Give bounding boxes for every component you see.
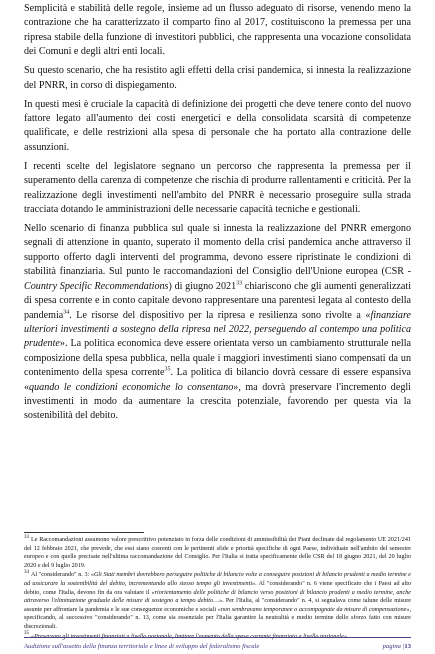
footnotes bbox=[24, 536, 411, 642]
footnote-number: 33 bbox=[24, 534, 29, 540]
text-run: ) di giugno 2021 bbox=[168, 280, 237, 292]
body-text bbox=[24, 2, 411, 428]
footnote bbox=[24, 571, 411, 631]
text-run-italic: quando le condizioni economiche lo consentano bbox=[29, 381, 234, 393]
footnote-text-italic: «Preservare gli investimenti finanziati a livello nazionale, limitare l'aumento della spesa corrente finanziata a livello nazionale». bbox=[31, 633, 349, 640]
text-run: Nello scenario di finanza pubblica sul quale si innesta la realizzazione del PNRR emergono segnali di attenzione in quanto, superato il momento della crisi pandemica anche attraverso il supporto offerto dagli interventi del programma, devono essere ripristinate le condizioni di stabilità finanziaria. Sul punto le raccomandazioni del Consiglio dell'Unione europea (CSR - bbox=[24, 223, 411, 278]
footnote-ref[interactable]: 33 bbox=[236, 280, 243, 287]
footnote-text: …». Per l'Italia, al "considerando" n. 4, si segnalava come talune delle misure assunte per affrontare la pandemia e le sue conseguenze economiche e sociali « bbox=[24, 598, 411, 613]
footnote-number: 34 bbox=[24, 570, 29, 576]
footnote-ref[interactable]: 34 bbox=[63, 309, 70, 316]
text-run: . La politica di bilancio dovrà cessare di essere espansiva « bbox=[24, 367, 411, 393]
footer-separator bbox=[24, 637, 411, 638]
footnote-number: 35 bbox=[24, 631, 29, 637]
footnote-text: Al "considerando" n. 3: « bbox=[31, 572, 94, 579]
page-number: 13 bbox=[404, 642, 411, 650]
text-run: ». La politica economica deve essere orientata verso un cambiamento strutturale nella composizione della spesa pubblica, nella quale i maggiori investimenti siano compensati da un contenimento della spesa corrente bbox=[24, 338, 411, 379]
footnote-separator bbox=[24, 532, 144, 533]
footnote-text: Le Raccomandazioni assumono valore prescrittivo potenziato in forza delle condizioni di ammissibilità dei Piani declinate dal regolamento UE 2021/241 del 12 febbraio 2021, che prevede, che essi siano coerenti con le pertinenti sfide e priorità specifiche di ogni Paese, individuate nell'ambito del semestre europeo e con quelle precisate nell'ultima raccomandazione del Consiglio. Per l'Italia si tratta specificamente delle CSR del 18 giugno 2021, del 20 luglio 2020 e del 9 luglio 2019. bbox=[24, 537, 411, 569]
text-run: », ma dovrà preservare l'incremento degli investimenti in modo da aumentare la crescita potenziale, favorendo per questa via la sostenibilità del debito. bbox=[24, 381, 411, 422]
page-number-block bbox=[383, 643, 411, 650]
text-run: . Le risorse del dispositivo per la ripresa e resilienza sono rivolte a « bbox=[69, 309, 371, 321]
footnote-ref[interactable]: 35 bbox=[164, 366, 171, 373]
page-footer bbox=[24, 640, 411, 652]
paragraph: Semplicità e stabilità delle regole, insieme ad un flusso adeguato di risorse, venendo meno la contrazione che ha caratterizzato il comparto fino al 2017, costituiscono la premessa per una ripresa stabile della funzione di investitori pubblici, che rappresenta una vocazione consolidata dei Comuni e degli altri enti locali. bbox=[24, 3, 411, 58]
footer-title: Audizione sull'assetto della finanza territoriale e linee di sviluppo del federalismo fiscale bbox=[24, 642, 260, 650]
footnote-text: », specificando, al successivo "considerando" n. 13, come sia essenziale per l'Italia garantire la neutralità e medio termine dello sforzo fatto con misure discrezionali. bbox=[24, 606, 411, 630]
paragraph: I recenti scelte del legislatore segnano un percorso che rappresenta la premessa per il superamento della carenza di competenze che rischia di produrre rallentamenti e criticità. Per la realizzazione degli investimenti nell'ambito del PNRR è necessario proseguire sulla strada tracciata dotando le amministrazioni delle necessarie capacità tecniche e gestionali. bbox=[24, 160, 411, 216]
footnote bbox=[24, 536, 411, 570]
footnote-text: ». Al "considerando" n. 6 viene specificato che i Paesi ad alto debito, come l'Italia, devono fin da ora valutare il « bbox=[24, 580, 411, 596]
text-run-italic: Country Specific Recommendations bbox=[24, 280, 169, 292]
paragraph bbox=[24, 222, 411, 424]
footnote-text-italic: riorientamento delle politiche di bilancio verso posizioni di bilancio prudenti a medio termine, anche attraverso l'eliminazione graduale delle misure di sostegno a tempo debito bbox=[24, 589, 411, 605]
paragraph: In questi mesi è cruciale la capacità di definizione dei progetti che deve tenere conto del nuovo fattore legato all'aumento dei costi energetici e della consolidata scarsità di competenze qualificate, e delle restrizioni alla spesa di personale che ha portato alla contrazione delle assunzioni. bbox=[24, 98, 411, 153]
footnote-text-italic: Gli Stati membri dovrebbero perseguire politiche di bilancio volte a conseguire posizioni di bilancio prudenti a medio termine e ad assicurare la sostenibilità del debito, incrementando allo stesso tempo gli investimenti bbox=[24, 572, 411, 587]
text-run-italic: finanziare ulteriori investimenti a sostegno della ripresa nel 2022, perseguendo al contempo una politica prudente bbox=[24, 309, 411, 350]
paragraph: Su questo scenario, che ha resistito agli effetti della crisi pandemica, si innesta la realizzazione del PNRR, in corso di dispiegamento. bbox=[24, 65, 411, 91]
text-run: chiariscono che gli aumenti generalizzati di spesa corrente e in conto capitale devono rappresentare una parentesi legata al contesto della pandemia bbox=[24, 280, 412, 321]
footnote-text-italic: non sembravano temporanee o accompagnate da misure di compensazione bbox=[220, 606, 407, 613]
page-label: pagina | bbox=[382, 642, 405, 650]
